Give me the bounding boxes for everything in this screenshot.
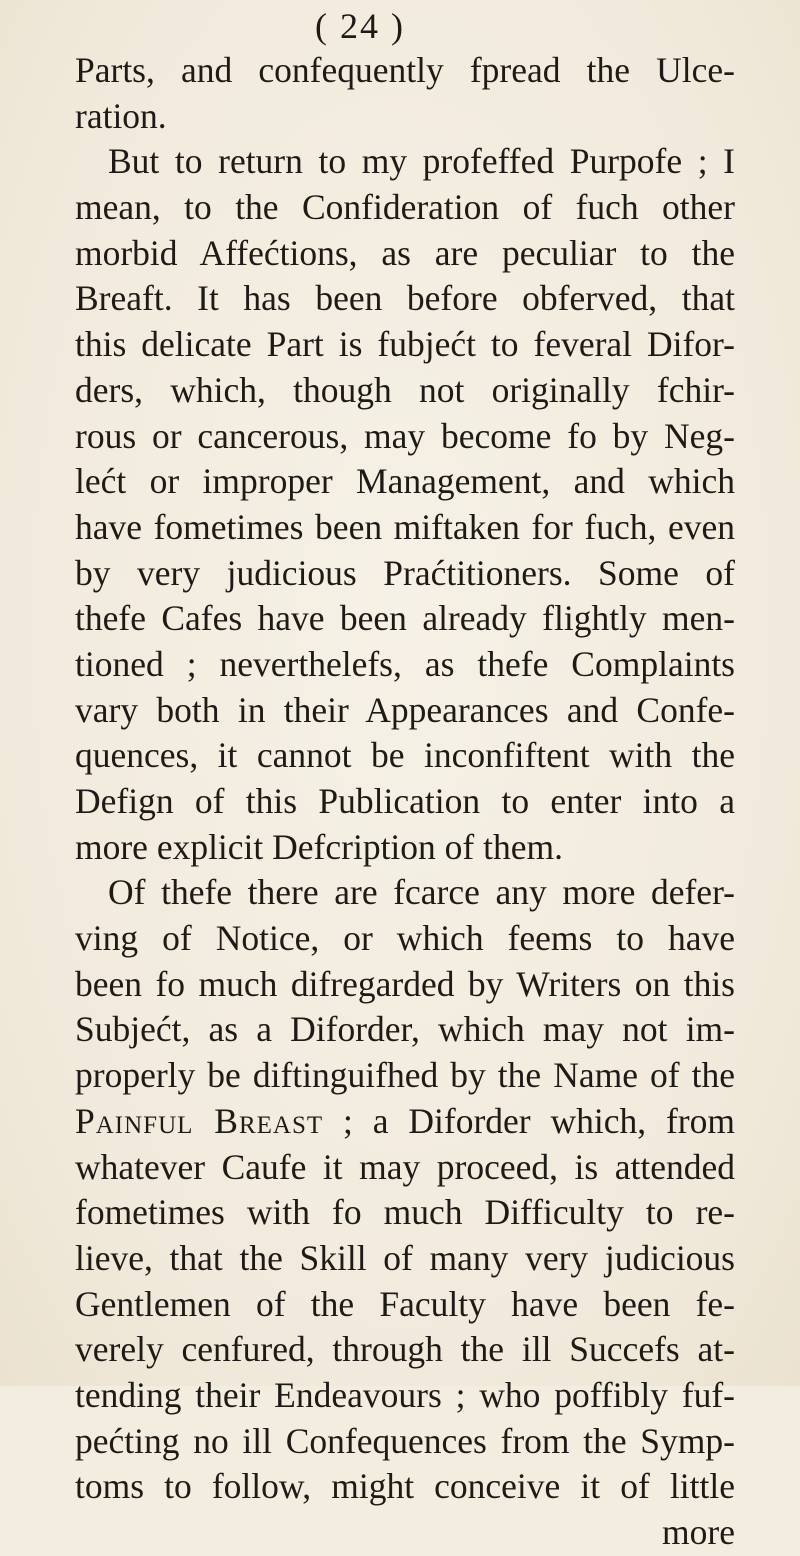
text-line: Parts, and confequently fpread the Ulce- bbox=[75, 50, 735, 90]
text-line: properly be diftinguifhed by the Name of the bbox=[75, 1055, 735, 1096]
text-line: mean, to the Confideration of fuch other bbox=[75, 187, 735, 228]
text-line: rous or cancerous, may become fo by Neg- bbox=[75, 415, 735, 456]
text-line: ving of Notice, or which feems to have bbox=[75, 918, 735, 959]
text-line-rest: ; a Diforder which, from bbox=[343, 1100, 735, 1141]
text-line: fometimes with fo much Difficulty to re- bbox=[75, 1192, 735, 1233]
text-line: whatever Caufe it may proceed, is attended bbox=[75, 1146, 735, 1187]
small-caps-term: Painful Breast bbox=[75, 1100, 324, 1141]
text-line: pećting no ill Confequences from the Symp- bbox=[75, 1420, 735, 1461]
text-line: Breaft. It has been before obferved, that bbox=[75, 278, 735, 319]
text-line: vary both in their Appearances and Confe- bbox=[75, 689, 735, 730]
text-line-small-caps bbox=[75, 1099, 735, 1145]
text-line: thefe Cafes have been already flightly men- bbox=[75, 598, 735, 639]
text-line: Subjećt, as a Diforder, which may not im- bbox=[75, 1009, 735, 1050]
text-line: morbid Affećtions, as are peculiar to the bbox=[75, 232, 735, 273]
text-line: have fometimes been miftaken for fuch, even bbox=[75, 506, 735, 547]
text-line: toms to follow, might conceive it of little bbox=[75, 1466, 735, 1507]
catchword: more bbox=[662, 1512, 735, 1552]
text-line: But to return to my profeffed Purpofe ; I bbox=[108, 141, 735, 182]
text-line: lieve, that the Skill of many very judicious bbox=[75, 1237, 735, 1278]
text-line: ration. bbox=[75, 95, 167, 136]
text-line: Gentlemen of the Faculty have been fe- bbox=[75, 1283, 735, 1324]
text-line: by very judicious Praćtitioners. Some of bbox=[75, 552, 735, 593]
body-text bbox=[75, 48, 735, 1556]
text-line: verely cenfured, through the ill Succefs at- bbox=[75, 1329, 735, 1370]
text-line: this delicate Part is fubjećt to feveral Difor- bbox=[75, 324, 735, 365]
text-line: more explicit Defcription of them. bbox=[75, 826, 563, 867]
page-number: ( 24 ) bbox=[315, 6, 405, 46]
text-line: been fo much difregarded by Writers on this bbox=[75, 963, 735, 1004]
text-line: ders, which, though not originally fchir- bbox=[75, 369, 735, 410]
text-line: tending their Endeavours ; who poffibly fuf- bbox=[75, 1374, 735, 1415]
text-line: lećt or improper Management, and which bbox=[75, 461, 735, 502]
text-line: quences, it cannot be inconfiftent with the bbox=[75, 735, 735, 776]
text-line: Defign of this Publication to enter into a bbox=[75, 781, 735, 821]
text-line: Of thefe there are fcarce any more defer- bbox=[108, 872, 735, 913]
text-line: tioned ; neverthelefs, as thefe Complaints bbox=[75, 643, 735, 684]
